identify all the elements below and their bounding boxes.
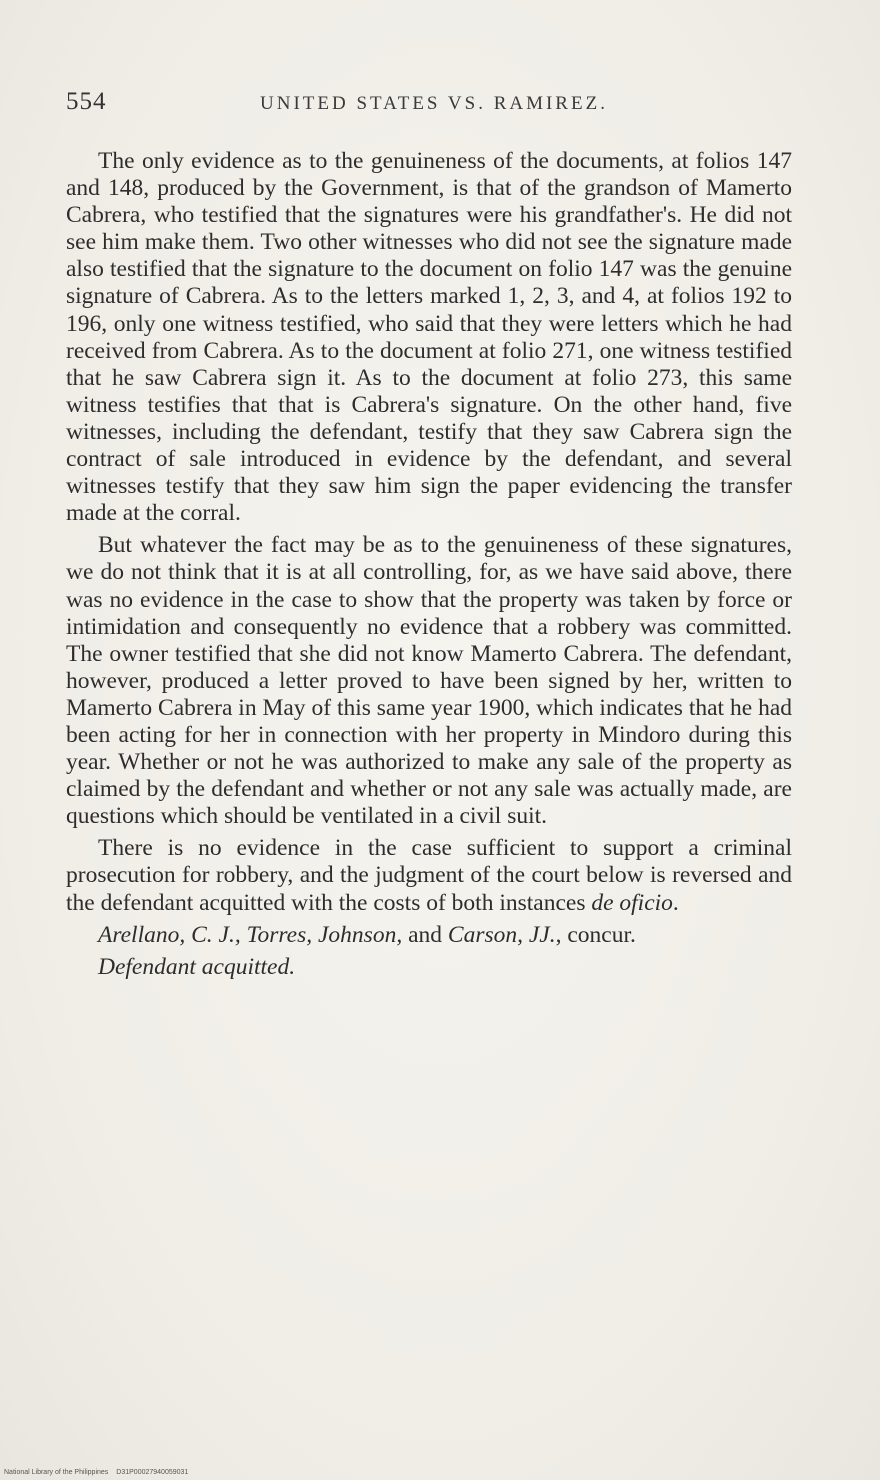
page-number: 554: [66, 88, 107, 115]
paragraph-2: But whatever the fact may be as to the genuineness of these signatures, we do not think that it is at all controlling, for, as we have said above, there was no evidence in the case to show that the property was taken by force or intimidation and consequently no evidence that a robbery was committed. The owner testified that she did not know Mamerto Cabrera. The defendant, however, produced a letter proved to have been signed by her, written to Mamerto Cabrera in May of this same year 1900, which indicates that he had been acting for her in connection with her property in Mindoro during this year. Whether or not he was authorized to make any sale of the property as claimed by the defendant and whether or not any sale was actually made, are questions which should be ventilated in a civil suit.: [66, 532, 792, 830]
paragraph-3-text: There is no evidence in the case sufficient to support a criminal prosecution for robbery, and the judgment of the court below is reversed and the defendant acquitted with the costs of both instances: [66, 835, 792, 916]
result-line: [66, 954, 792, 981]
paragraph-1: The only evidence as to the genuineness of the documents, at folios 147 and 148, produced by the Government, is that of the grandson of Mamerto Cabrera, who testified that the signatures were his grandfather's. He did not see him make them. Two other witnesses who did not see the signature made also testified that the signature to the document on folio 147 was the genuine signature of Cabrera. As to the letters marked 1, 2, 3, and 4, at folios 192 to 196, only one witness testified, who said that they were letters which he had received from Cabrera. As to the document at folio 271, one witness testified that he saw Cabrera sign it. As to the document at folio 273, this same witness testifies that that is Cabrera's signature. On the other hand, five witnesses, including the defendant, testify that they saw Cabrera sign the contract of sale introduced in evidence by the defendant, and several witnesses testify that they saw him sign the paper evidencing the transfer made at the corral.: [66, 148, 792, 527]
latin-phrase: de oficio: [591, 889, 673, 916]
page-header: [66, 88, 792, 116]
concur-text: , concur.: [555, 921, 636, 948]
paragraph-3-end: .: [672, 889, 679, 916]
paragraph-3: [66, 835, 792, 916]
library-credit: National Library of the Philippines: [4, 1469, 109, 1476]
concurrence-line: [66, 922, 792, 949]
justices-list: Arellano, C. J., Torres, Johnson,: [98, 921, 403, 948]
result-text: Defendant acquitted.: [98, 953, 296, 980]
running-title: UNITED STATES VS. RAMIREZ.: [260, 93, 608, 114]
body-text: [66, 148, 792, 981]
concurrence-and: and: [402, 921, 448, 948]
scan-code: D31P00027940059031: [116, 1469, 189, 1476]
scan-footer: [4, 1469, 188, 1476]
justice-carson: Carson, JJ.: [447, 921, 556, 948]
